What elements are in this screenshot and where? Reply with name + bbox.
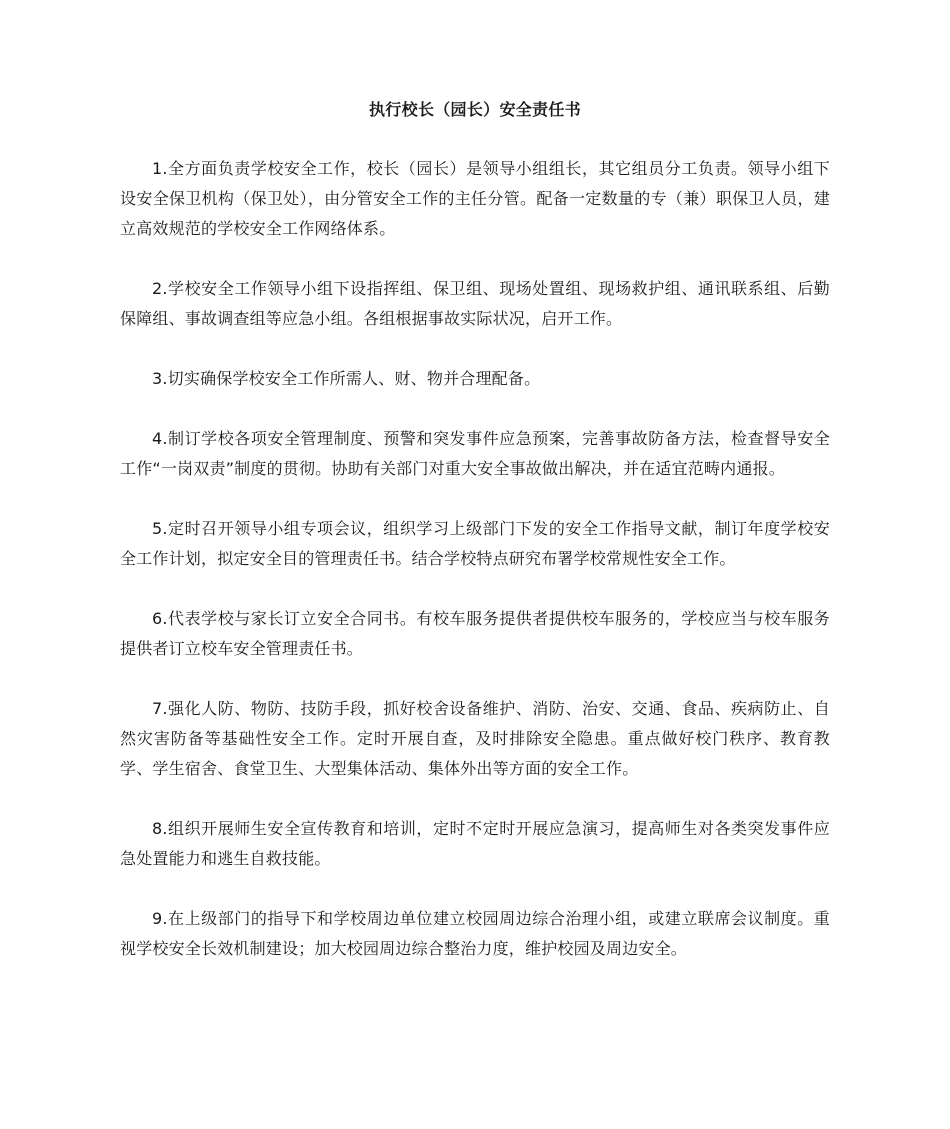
paragraph-3: 3.切实确保学校安全工作所需人、财、物并合理配备。 [152, 369, 541, 388]
paragraph-6: 6.代表学校与家长订立安全合同书。有校车服务提供者提供校车服务的，学校应当与校车服务提供者订立校车安全管理责任书。 [120, 609, 830, 658]
paragraph-8: 8.组织开展师生安全宣传教育和培训，定时不定时开展应急演习，提高师生对各类突发事件应急处置能力和逃生自救技能。 [120, 819, 830, 868]
paragraph-2: 2.学校安全工作领导小组下设指挥组、保卫组、现场处置组、现场救护组、通讯联系组、后勤保障组、事故调查组等应急小组。各组根据事故实际状况，启开工作。 [120, 279, 830, 328]
document-title: 执行校长（园长）安全责任书 [369, 100, 581, 119]
document-body [120, 154, 830, 994]
paragraph-5: 5.定时召开领导小组专项会议，组织学习上级部门下发的安全工作指导文献，制订年度学校安全工作计划，拟定安全目的管理责任书。结合学校特点研究布署学校常规性安全工作。 [120, 519, 830, 568]
paragraph-1: 1.全方面负责学校安全工作，校长（园长）是领导小组组长，其它组员分工负责。领导小组下设安全保卫机构（保卫处），由分管安全工作的主任分管。配备一定数量的专（兼）职保卫人员，建立高效规范的学校安全工作网络体系。 [120, 159, 830, 238]
paragraph-4: 4.制订学校各项安全管理制度、预警和突发事件应急预案，完善事故防备方法，检查督导安全工作“一岗双责”制度的贯彻。协助有关部门对重大安全事故做出解决，并在适宜范畴内通报。 [120, 429, 830, 478]
paragraph-9: 9.在上级部门的指导下和学校周边单位建立校园周边综合治理小组，或建立联席会议制度。重视学校安全长效机制建设；加大校园周边综合整治力度，维护校园及周边安全。 [120, 909, 830, 958]
paragraph-7: 7.强化人防、物防、技防手段，抓好校舍设备维护、消防、治安、交通、食品、疾病防止、自然灾害防备等基础性安全工作。定时开展自查，及时排除安全隐患。重点做好校门秩序、教育教学、学生宿舍、食堂卫生、大型集体活动、集体外出等方面的安全工作。 [120, 699, 830, 778]
